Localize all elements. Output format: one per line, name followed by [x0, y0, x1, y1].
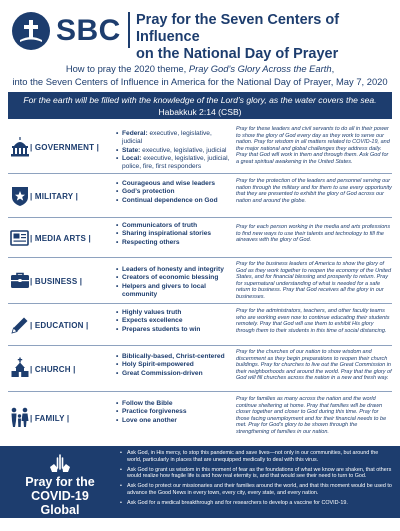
bullet-lead: Federal:	[122, 130, 148, 137]
category-prayer: Pray for families as many across the nation and the world continue sheltering at home. Pray that families will be drawn closer together and closer to God during this time. Pray for those facing unemployment and for their financial needs to be met. Pray for God’s glory to be shown through the strengthening of families in our nation.	[236, 396, 387, 435]
category-bullets	[116, 130, 231, 171]
bullet-item: • Continual dependence on God	[116, 197, 231, 205]
bullet-item: • Respecting others	[116, 239, 231, 247]
capitol-building-icon	[8, 135, 32, 159]
bullet-item	[116, 155, 231, 172]
covid-prayer-item: • Ask God for a medical breakthrough and for researchers to develop a vaccine for COVID-19.	[120, 500, 392, 507]
category-bullets	[116, 180, 231, 205]
church-icon	[8, 356, 32, 380]
bullet-item: • Expects excellence	[116, 317, 231, 325]
category-row-church	[8, 346, 392, 392]
category-bullets	[116, 400, 231, 425]
covid-section	[0, 446, 400, 531]
category-row-family	[8, 392, 392, 444]
category-military	[8, 174, 114, 217]
verse-text: For the earth will be filled with the knowledge of the Lord’s glory, as the water covers the sea.	[23, 95, 377, 105]
category-row-business	[8, 258, 392, 304]
covid-prayer-list	[120, 450, 392, 510]
bullet-lead: Local:	[122, 154, 142, 162]
bullet-item: • Holy Spirit-empowered	[116, 361, 231, 369]
category-government	[8, 122, 114, 173]
bullet-item: • Practice forgiveness	[116, 408, 231, 416]
category-label: | EDUCATION |	[30, 321, 89, 330]
family-icon	[8, 405, 32, 429]
category-prayer: Pray for the business leaders of America to show the glory of God as they work together to reopen the economy of the United States, and for financial blessing and prosperity to return. Pray for supernatural understanding of what is needed for a safe return to business. Pray that God receives all the glory in our businesses.	[236, 261, 392, 300]
intro-theme: Pray God’s Glory Across the Earth	[188, 63, 332, 74]
praying-hands-icon	[45, 454, 75, 474]
bullet-item: • Great Commission-driven	[116, 370, 231, 378]
bullet-item: • Biblically-based, Christ-centered	[116, 353, 231, 361]
bullet-item	[116, 147, 231, 155]
covid-prayer-item: • Ask God to protect our missionaries and their families around the world, and that this moment would be used to advance the Good News in every town, every city, every state, and every nation.	[120, 483, 392, 496]
covid-title	[8, 446, 112, 531]
bullet-rest: executive, legislative, judicial	[140, 146, 227, 154]
category-bullets	[116, 309, 231, 334]
bullet-item: • Prepares students to win	[116, 326, 231, 334]
intro-line-1	[8, 63, 392, 76]
bullet-item	[116, 130, 231, 147]
category-label: | MILITARY |	[30, 192, 79, 201]
category-prayer: Pray for the administrators, teachers, and other faculty teams who are working even now to continue educating their students remotely. Pray that God will use them to exhibit His glory through them to their students in this time of social distancing.	[236, 308, 390, 334]
bullet-item: • Highly values truth	[116, 309, 231, 317]
intro-text	[8, 63, 392, 88]
category-bullets	[116, 222, 231, 247]
verse-reference: Habakkuk 2:14 (CSB)	[158, 107, 242, 117]
category-prayer: Pray for these leaders and civil servants to do all in their power to show the glory of God every day as they work to serve our nation. Pray for wisdom in all matters related to COVID-19, and the major national and global challenges they address daily. Pray that God will work in them and through them. Ask God for a great spiritual awakening in the United States.	[236, 126, 390, 165]
bullet-rest: executive, legislative, judicial, police, fire, first responders	[122, 154, 230, 171]
logo-text: SBC	[56, 14, 121, 47]
category-label: | MEDIA ARTS |	[30, 234, 91, 243]
category-row-military	[8, 174, 392, 218]
bullet-rest: executive, legislative, judicial	[122, 130, 212, 146]
newspaper-icon	[8, 226, 32, 250]
bullet-item: • Follow the Bible	[116, 400, 231, 408]
category-label: | GOVERNMENT |	[30, 143, 100, 152]
category-row-media-arts	[8, 218, 392, 258]
logo-divider	[128, 12, 130, 48]
category-media-arts	[8, 218, 114, 257]
title-line-1: Pray for the Seven Centers of Influence	[136, 12, 340, 45]
covid-title-line-3: Global	[40, 503, 80, 517]
covid-title-line-4: Pandemic	[30, 517, 90, 531]
bullet-item: • Helpers and givers to local community	[116, 283, 231, 300]
category-family	[8, 392, 114, 444]
bullet-item: • Love one another	[116, 417, 231, 425]
category-prayer: Pray for the churches of our nation to show wisdom and discernment as they begin preparations to reopen their church buildings. Pray for churches to live out the Great Commission in their neighborhoods and around the world. Pray that the glory of God will fill churches across the nation in a new and fresh way.	[236, 349, 392, 382]
category-business	[8, 258, 114, 303]
bullet-item: • Leaders of honesty and integrity	[116, 266, 231, 274]
category-prayer: Pray for each person working in the media and arts professions to find new ways to use their talents and technology to fill the airwaves with the glory of God.	[236, 224, 391, 244]
pencil-icon	[8, 313, 32, 337]
bullet-item: • Creators of economic blessing	[116, 274, 231, 282]
covid-prayer-item: • Ask God to grant us wisdom in this moment of fear as the foundations of what we know are shaken, that others would realize how fragile life is and how real eternity is, and that would see their need to turn to God.	[120, 467, 392, 480]
military-star-icon	[8, 184, 32, 208]
intro-prefix: How to pray the 2020 theme,	[65, 63, 189, 74]
sbc-logo-icon	[12, 12, 50, 50]
category-label: | CHURCH |	[30, 365, 76, 374]
category-label: | BUSINESS |	[30, 277, 83, 286]
category-bullets	[116, 353, 231, 378]
intro-comma: ,	[331, 63, 335, 74]
covid-title-line-1: Pray for the	[25, 475, 95, 489]
category-church	[8, 346, 114, 391]
intro-line-2: into the Seven Centers of Influence in America for the National Day of Prayer, May 7, 2020	[12, 75, 388, 87]
title-line-2: on the National Day of Prayer	[136, 46, 339, 62]
category-label: | FAMILY |	[30, 414, 70, 423]
bullet-item: • Sharing inspirational stories	[116, 230, 231, 238]
header	[0, 0, 400, 62]
bullet-lead: State:	[122, 146, 141, 154]
category-bullets	[116, 266, 231, 299]
covid-prayer-item: • Ask God, in His mercy, to stop this pandemic and save lives—not only in our communities, but around the world, particularly in places that are unequipped medically to deal with this virus.	[120, 450, 392, 463]
page-title	[136, 12, 396, 63]
briefcase-icon	[8, 269, 32, 293]
category-education	[8, 304, 114, 345]
verse-banner	[8, 92, 392, 119]
covid-title-line-2: COVID-19	[31, 489, 89, 503]
bullet-item: • God’s protection	[116, 188, 231, 196]
category-row-government	[8, 122, 392, 174]
category-row-education	[8, 304, 392, 346]
category-prayer: Pray for the protection of the leaders and personnel serving our nation through the military and for them to use every opportunity that they are presented to exhibit the glory of God across our nation and around the globe.	[236, 178, 392, 204]
bullet-item: • Courageous and wise leaders	[116, 180, 231, 188]
bullet-item: • Communicators of truth	[116, 222, 231, 230]
